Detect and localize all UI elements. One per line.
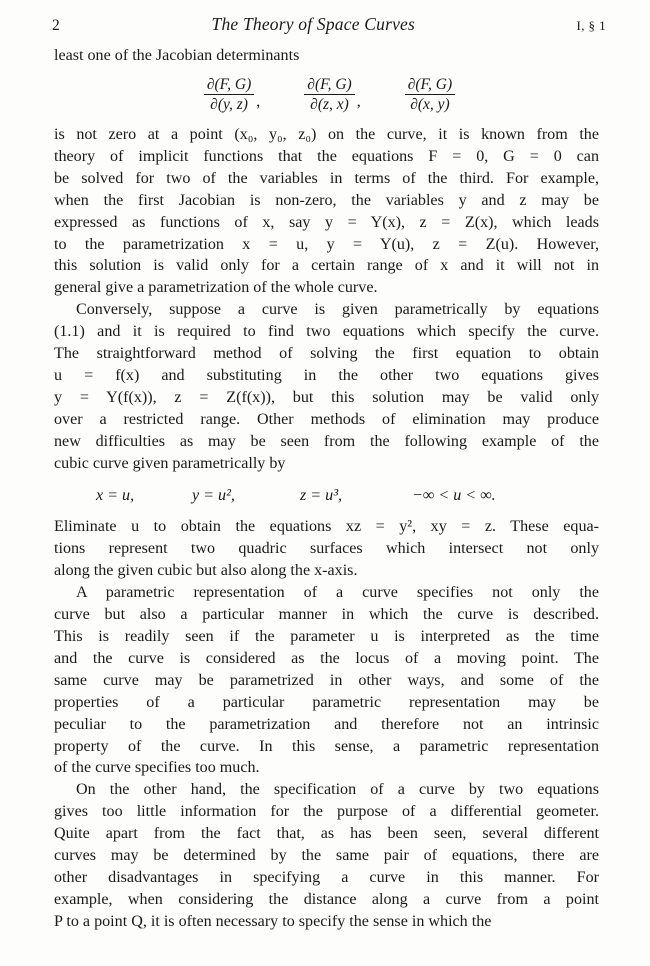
paragraph-3-line-2: (1.1) and it is required to find two equations which specify the curve. xyxy=(54,323,599,341)
display-equation-cubic-curve xyxy=(54,485,599,507)
paragraph-5-line-9: of the curve specifies too much. xyxy=(54,759,260,777)
jacobian-1-numerator: ∂(F, G) xyxy=(206,75,252,93)
paragraph-3-line-6: over a restricted range. Other methods of elimination may produce xyxy=(54,411,599,429)
paragraph-2-line-5: expressed as functions of x, say y = Y(x), z = Z(x), which leads xyxy=(54,213,599,231)
paragraph-2-line-7: this solution is valid only for a certain range of x and it will not in xyxy=(54,257,599,275)
paragraph-3-line-4: u = f(x) and substituting in the other two equations gives xyxy=(54,367,599,385)
paragraph-3-line-5: y = Y(f(x)), z = Z(f(x)), but this solution may be valid only xyxy=(54,389,599,407)
paragraph-6-line-1: On the other hand, the specification of a curve by two equations xyxy=(76,781,599,799)
jacobian-3-denominator: ∂(x, y) xyxy=(410,96,450,114)
paragraph-6-line-7: P to a point Q, it is often necessary to specify the sense in which the xyxy=(54,913,492,931)
jacobian-2-numerator: ∂(F, G) xyxy=(307,75,352,93)
paragraph-3-line-1: Conversely, suppose a curve is given parametrically by equations xyxy=(76,301,599,319)
jacobian-determinants-row xyxy=(54,76,599,114)
paragraph-2-line-3: be solved for two of the variables in terms of the third. For example, xyxy=(54,169,599,187)
page-header xyxy=(52,14,606,38)
jacobian-1 xyxy=(204,76,260,114)
jacobian-2-denominator: ∂(z, x) xyxy=(310,96,349,114)
paragraph-5-line-7: peculiar to the parametrization and therefore not an intrinsic xyxy=(54,715,599,733)
paragraph-5-line-4: and the curve is considered as the locus of a moving point. The xyxy=(54,649,599,667)
paragraph-4-line-2: tions represent two quadric surfaces which intersect not only xyxy=(54,539,599,557)
paragraph-6-line-4: curves may be determined by the same pair of equations, there are xyxy=(54,847,599,865)
paragraph-4-line-1: Eliminate u to obtain the equations xz = y², xy = z. These equa- xyxy=(54,517,599,535)
jacobian-2-punct: , xyxy=(356,92,361,110)
paragraph-4-line-3: along the given cubic but also along the x-axis. xyxy=(54,561,358,579)
equation-part-range: −∞ < u < ∞. xyxy=(412,487,496,505)
paragraph-5-line-1: A parametric representation of a curve specifies not only the xyxy=(76,583,599,601)
paragraph-2-line-2: theory of implicit functions that the equations F = 0, G = 0 can xyxy=(54,147,599,165)
page-body xyxy=(54,45,599,933)
jacobian-1-punct: , xyxy=(256,92,261,110)
equation-part-y: y = u², xyxy=(192,487,235,505)
paragraph-3-line-7: new difficulties as may be seen from the following example of the xyxy=(54,433,599,451)
paragraph-6-line-5: other disadvantages in specifying a curve in this manner. For xyxy=(54,869,599,887)
paragraph-5-line-5: same curve may be parametrized in other ways, and some of the xyxy=(54,671,599,689)
paragraph-2-line-6: to the parametrization x = u, y = Y(u), z = Z(u). However, xyxy=(54,235,599,253)
jacobian-3-numerator: ∂(F, G) xyxy=(407,75,453,93)
running-title: The Theory of Space Curves xyxy=(211,14,416,34)
paragraph-5-line-8: property of the curve. In this sense, a parametric representation xyxy=(54,737,599,755)
equation-part-x: x = u, xyxy=(96,487,135,505)
jacobian-1-denominator: ∂(y, z) xyxy=(210,96,248,114)
paragraph-5-line-6: properties of a particular parametric representation may be xyxy=(54,693,599,711)
jacobian-3 xyxy=(405,76,457,114)
paragraph-2-line-4: when the first Jacobian is non-zero, the variables y and z may be xyxy=(54,191,599,209)
paragraph-2-line-1: is not zero at a point (x₀, y₀, z₀) on the curve, it is known from the xyxy=(54,125,599,143)
jacobian-2 xyxy=(304,76,360,114)
paragraph-5-line-2: curve but also a particular manner in which the curve is described. xyxy=(54,605,599,623)
paragraph-3-line-3: The straightforward method of solving the first equation to obtain xyxy=(54,345,599,363)
paragraph-3-line-8: cubic curve given parametrically by xyxy=(54,455,286,473)
equation-part-z: z = u³, xyxy=(300,487,343,505)
paragraph-5-line-3: This is readily seen if the parameter u is interpreted as the time xyxy=(54,627,599,645)
section-reference: I, § 1 xyxy=(576,18,606,33)
paragraph-2-line-8: general give a parametrization of the whole curve. xyxy=(54,279,378,297)
paragraph-6-line-6: example, when considering the distance along a curve from a point xyxy=(54,891,599,909)
page-number: 2 xyxy=(52,17,61,34)
paragraph-6-line-2: gives too little information for the purpose of a differential geometer. xyxy=(54,803,599,821)
paragraph-intro-line: least one of the Jacobian determinants xyxy=(54,47,300,64)
paragraph-6-line-3: Quite apart from the fact that, as has been seen, several different xyxy=(54,825,599,843)
